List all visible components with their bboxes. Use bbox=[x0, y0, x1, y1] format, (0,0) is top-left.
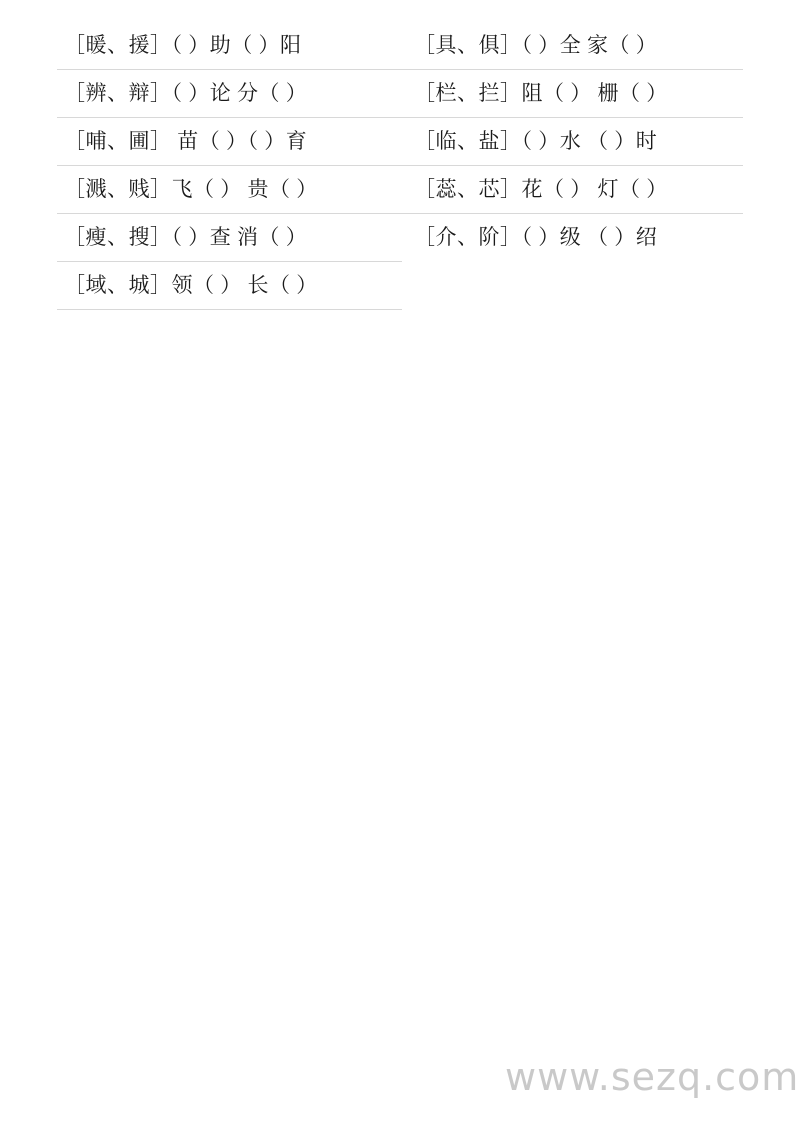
table-row bbox=[57, 262, 743, 310]
worksheet-exercise-table bbox=[57, 22, 743, 310]
table-cell-right bbox=[402, 214, 743, 262]
exercise-item-text: ［栏、拦］阻（ ） 栅（ ） bbox=[414, 81, 668, 105]
table-cell-left bbox=[57, 166, 402, 214]
table-row bbox=[57, 70, 743, 118]
exercise-item-text: ［哺、圃］ 苗（ ）（ ）育 bbox=[64, 129, 308, 153]
exercise-item-text: ［蕊、芯］花（ ） 灯（ ） bbox=[414, 177, 668, 201]
exercise-item-text: ［溅、贱］飞（ ） 贵（ ） bbox=[64, 177, 318, 201]
table-cell-right bbox=[402, 166, 743, 214]
table-row bbox=[57, 118, 743, 166]
table-row bbox=[57, 214, 743, 262]
exercise-item-text: ［域、城］领（ ） 长（ ） bbox=[64, 273, 318, 297]
table-cell-left bbox=[57, 262, 402, 310]
table-cell-right bbox=[402, 22, 743, 70]
table-cell-left bbox=[57, 22, 402, 70]
exercise-item-text: ［瘦、搜］（ ）查 消（ ） bbox=[64, 225, 308, 249]
table-cell-left bbox=[57, 214, 402, 262]
site-watermark: www.sezq.com bbox=[505, 1055, 800, 1099]
table-cell-left bbox=[57, 118, 402, 166]
table-cell-left bbox=[57, 70, 402, 118]
exercise-table bbox=[57, 22, 743, 310]
table-row bbox=[57, 166, 743, 214]
table-cell-right bbox=[402, 262, 743, 310]
exercise-table-body bbox=[57, 22, 743, 310]
table-cell-right bbox=[402, 118, 743, 166]
exercise-item-text: ［介、阶］（ ）级 （ ）绍 bbox=[414, 225, 658, 250]
table-cell-right bbox=[402, 70, 743, 118]
exercise-item-text: ［具、俱］（ ）全 家（ ） bbox=[414, 33, 658, 57]
exercise-item-text: ［暖、援］（ ）助（ ）阳 bbox=[64, 33, 302, 57]
exercise-item-text: ［临、盐］（ ）水 （ ）时 bbox=[414, 129, 658, 153]
table-row bbox=[57, 22, 743, 70]
exercise-item-text: ［辨、辩］（ ）论 分（ ） bbox=[64, 81, 308, 105]
